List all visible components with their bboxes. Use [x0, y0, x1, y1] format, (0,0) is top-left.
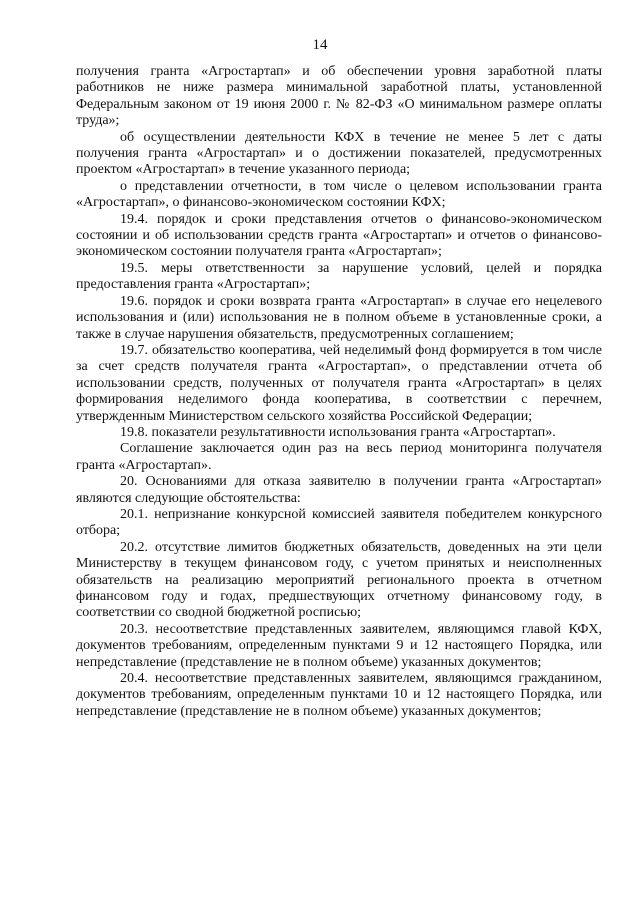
- paragraph-20-1: 20.1. непризнание конкурсной комиссией заявителя победителем конкурсного отбора;: [76, 506, 602, 539]
- paragraph-19-8: 19.8. показатели результативности использования гранта «Агростартап».: [120, 424, 556, 440]
- page-number: 14: [312, 37, 328, 53]
- paragraph-19-4: 19.4. порядок и сроки представления отчетов о финансово-экономическом состоянии и об использовании средств гранта «Агростартап» и отчетов о финансово-экономическом состоянии получателя гранта «Агростартап»;: [76, 211, 602, 260]
- paragraph-19-6: 19.6. порядок и сроки возврата гранта «Агростартап» в случае его нецелевого использования и (или) использования не в полном объеме в установленные сроки, а также в случае нарушения обязательств, предусмотренных соглашением;: [76, 293, 602, 342]
- paragraph-20-4: 20.4. несоответствие представленных заявителем, являющимся гражданином, документов требованиям, определенным пунктами 10 и 12 настоящего Порядка, или непредставление (представление не в полном объеме) указанных документов;: [76, 671, 602, 719]
- paragraph-19-7: 19.7. обязательство кооператива, чей неделимый фонд формируется в том числе за счет средств получателя гранта «Агростартап», о представлении отчета об использовании средств, полученных от получателя гранта «Агростартап» в целях формирования неделимого фонда кооператива, в соответствии с перечнем, утвержденным Министерством сельского хозяйства Российской Федерации;: [76, 342, 602, 424]
- paragraph-20: 20. Основаниями для отказа заявителю в получении гранта «Агростартап» являются следующие обстоятельства:: [76, 474, 602, 506]
- paragraph-19-5: 19.5. меры ответственности за нарушение условий, целей и порядка предоставления гранта «Агростартап»;: [76, 260, 602, 293]
- paragraph-reporting: о представлении отчетности, в том числе о целевом использовании гранта «Агростартап», о финансово-экономическом состоянии КФХ;: [76, 178, 602, 211]
- paragraph-agreement: Соглашение заключается один раз на весь период мониторинга получателя гранта «Агростартап».: [76, 441, 602, 473]
- paragraph-kfh-activity: об осуществлении деятельности КФХ в течение не менее 5 лет с даты получения гранта «Агростартап» и о достижении показателей, предусмотренных проектом «Агростартап» в течение указанного периода;: [76, 129, 602, 178]
- paragraph-20-2: 20.2. отсутствие лимитов бюджетных обязательств, доведенных на эти цели Министерству в текущем финансовом году, с учетом принятых и неисполненных обязательств на реализацию мероприятий регионального проекта в отчетном финансовом году и годах, предшествующих отчетному финансовому году, в соответствии со сводной бюджетной росписью;: [76, 539, 602, 621]
- document-body: [76, 64, 602, 720]
- paragraph-continuation: получения гранта «Агростартап» и об обеспечении уровня заработной платы работников не ниже размера минимальной заработной платы, установленной Федеральным законом от 19 июня 2000 г. № 82-ФЗ «О минимальном размере оплаты труда»;: [76, 64, 602, 129]
- paragraph-20-3: 20.3. несоответствие представленных заявителем, являющимся главой КФХ, документов требованиям, определенным пунктами 9 и 12 настоящего Порядка, или непредставление (представление не в полном объеме) указанных документов;: [76, 621, 602, 670]
